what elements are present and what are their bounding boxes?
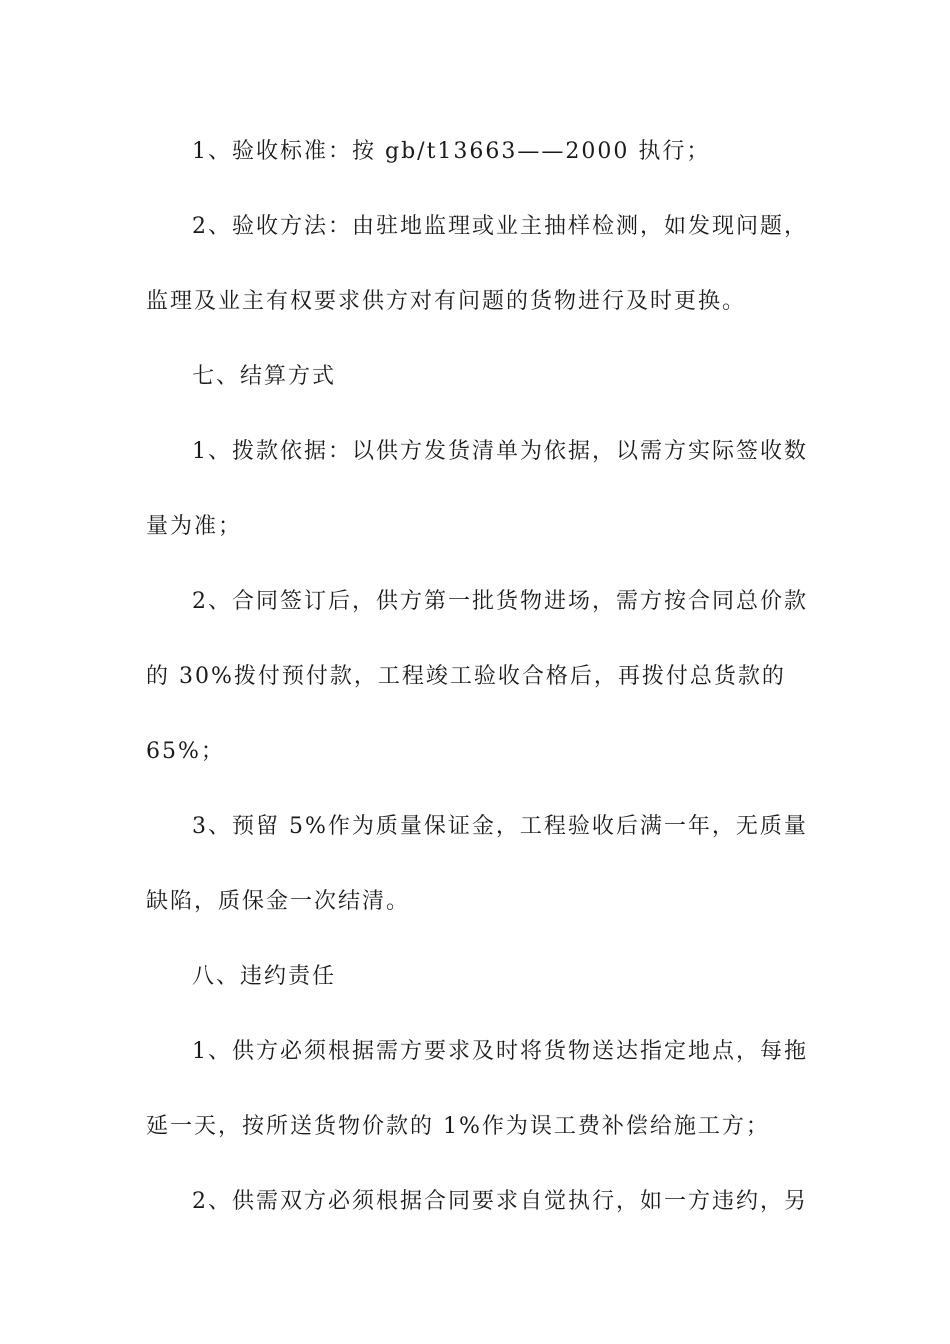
paragraph-line: 3、预留 5%作为质量保证金，工程验收后满一年，无质量 (192, 814, 808, 839)
paragraph-line: 1、拨款依据：以供方发货清单为依据，以需方实际签收数 (192, 439, 808, 464)
paragraph-line: 2、供需双方必须根据合同要求自觉执行，如一方违约，另 (192, 1189, 808, 1214)
section-heading: 八、违约责任 (192, 964, 337, 989)
paragraph-line: 65%； (146, 739, 225, 764)
paragraph-line: 2、验收方法：由驻地监理或业主抽样检测，如发现问题， (192, 214, 808, 239)
section-heading: 七、结算方式 (192, 364, 337, 389)
paragraph-line: 延一天，按所送货物价款的 1%作为误工费补偿给施工方； (146, 1114, 770, 1139)
paragraph-line: 量为准； (146, 514, 243, 539)
paragraph-line: 缺陷，质保金一次结清。 (146, 889, 411, 914)
paragraph-line: 监理及业主有权要求供方对有问题的货物进行及时更换。 (146, 289, 747, 314)
paragraph-line: 1、供方必须根据需方要求及时将货物送达指定地点，每拖 (192, 1039, 808, 1064)
document-body (146, 133, 806, 1258)
paragraph-line: 1、验收标准：按 gb/t13663——2000 执行； (192, 139, 711, 164)
paragraph-line: 2、合同签订后，供方第一批货物进场，需方按合同总价款 (192, 589, 808, 614)
paragraph-line: 的 30%拨付预付款，工程竣工验收合格后，再拨付总货款的 (146, 664, 786, 689)
